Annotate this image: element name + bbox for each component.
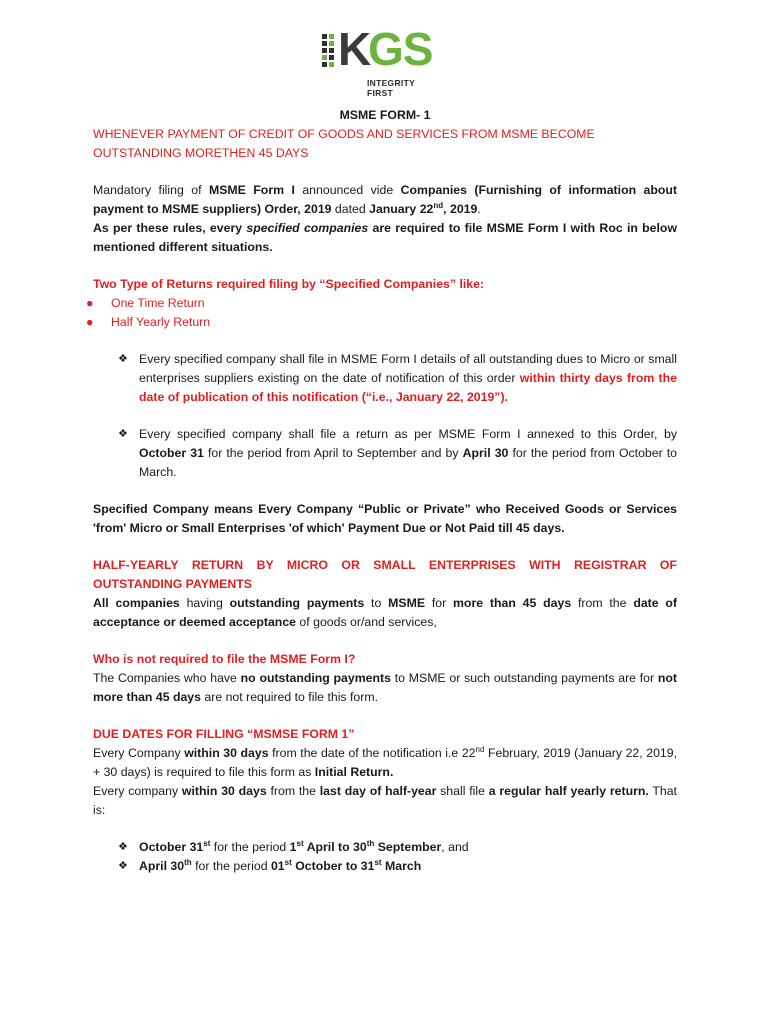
specified-company-definition: Specified Company means Every Company “Public or Private” who Received Goods or Services 'from' Micro or Small Enterprises 'of which' Payment Due or Not Paid till 45 days. bbox=[93, 502, 677, 535]
returns-heading: Two Type of Returns required filing by “Specified Companies” like: bbox=[93, 277, 485, 291]
due-dates-heading: DUE DATES FOR FILLING “MSMSE FORM 1” bbox=[93, 727, 355, 741]
diamond-bullet-icon: ❖ bbox=[118, 860, 128, 872]
logo-tagline: INTEGRITY FIRST bbox=[367, 78, 415, 98]
list-item: ❖ April 30th for the period 01st October to 31st March bbox=[93, 857, 677, 876]
diamond-bullet-icon: ❖ bbox=[118, 841, 128, 853]
kgs-logo bbox=[320, 23, 440, 98]
not-required-heading: Who is not required to file the MSME Form I? bbox=[93, 652, 356, 666]
due-dates-paragraph-2: Every company within 30 days from the last day of half-year shall file a regular half yearly return. That is: bbox=[93, 784, 677, 817]
half-yearly-paragraph: All companies having outstanding payments to MSME for more than 45 days from the date of acceptance or deemed acceptance of goods or/and services, bbox=[93, 596, 678, 629]
list-item: ● One Time Return bbox=[86, 296, 205, 310]
document-body bbox=[86, 106, 678, 876]
list-item: ● Half Yearly Return bbox=[86, 315, 211, 329]
not-required-paragraph: The Companies who have no outstanding payments to MSME or such outstanding payments are for not more than 45 days are not required to file this form. bbox=[93, 671, 678, 704]
doc-title: MSME FORM- 1 bbox=[339, 108, 431, 122]
list-item: ❖ Every specified company shall file in MSME Form I details of all outstanding dues to Micro or small enterprises suppliers existing on the date of notification of this order within thirty days from the date of publication of this notification (“i.e., January 22, 2019”). bbox=[118, 352, 677, 404]
due-dates-paragraph-1: Every Company within 30 days from the date of the notification i.e 22nd February, 2019 (January 22, 2019, + 30 days) is required to file this form as Initial Return. bbox=[93, 744, 677, 779]
diamond-bullet-icon: ❖ bbox=[118, 428, 128, 440]
rules-paragraph: As per these rules, every specified companies are required to file MSME Form I with Roc in below mentioned different situations. bbox=[93, 221, 678, 254]
doc-headline: WHENEVER PAYMENT OF CREDIT OF GOODS AND SERVICES FROM MSME BECOME OUTSTANDING MORETHEN 45 DAYS bbox=[93, 127, 595, 160]
diamond-bullet-icon: ❖ bbox=[118, 353, 128, 365]
intro-paragraph: Mandatory filing of MSME Form I announced vide Companies (Furnishing of information about payment to MSME suppliers) Order, 2019 dated January 22nd, 2019. bbox=[93, 183, 677, 216]
logo-gs: GS bbox=[368, 23, 433, 75]
half-yearly-heading: HALF-YEARLY RETURN BY MICRO OR SMALL ENTERPRISES WITH REGISTRAR OF OUTSTANDING PAYMENTS bbox=[93, 558, 677, 591]
list-item: ❖ Every specified company shall file a return as per MSME Form I annexed to this Order, by October 31 for the period from April to September and by April 30 for the period from October to March. bbox=[118, 427, 678, 479]
logo-k: K bbox=[338, 23, 370, 75]
list-item: ❖ October 31st for the period 1st April to 30th September, and bbox=[93, 838, 677, 857]
